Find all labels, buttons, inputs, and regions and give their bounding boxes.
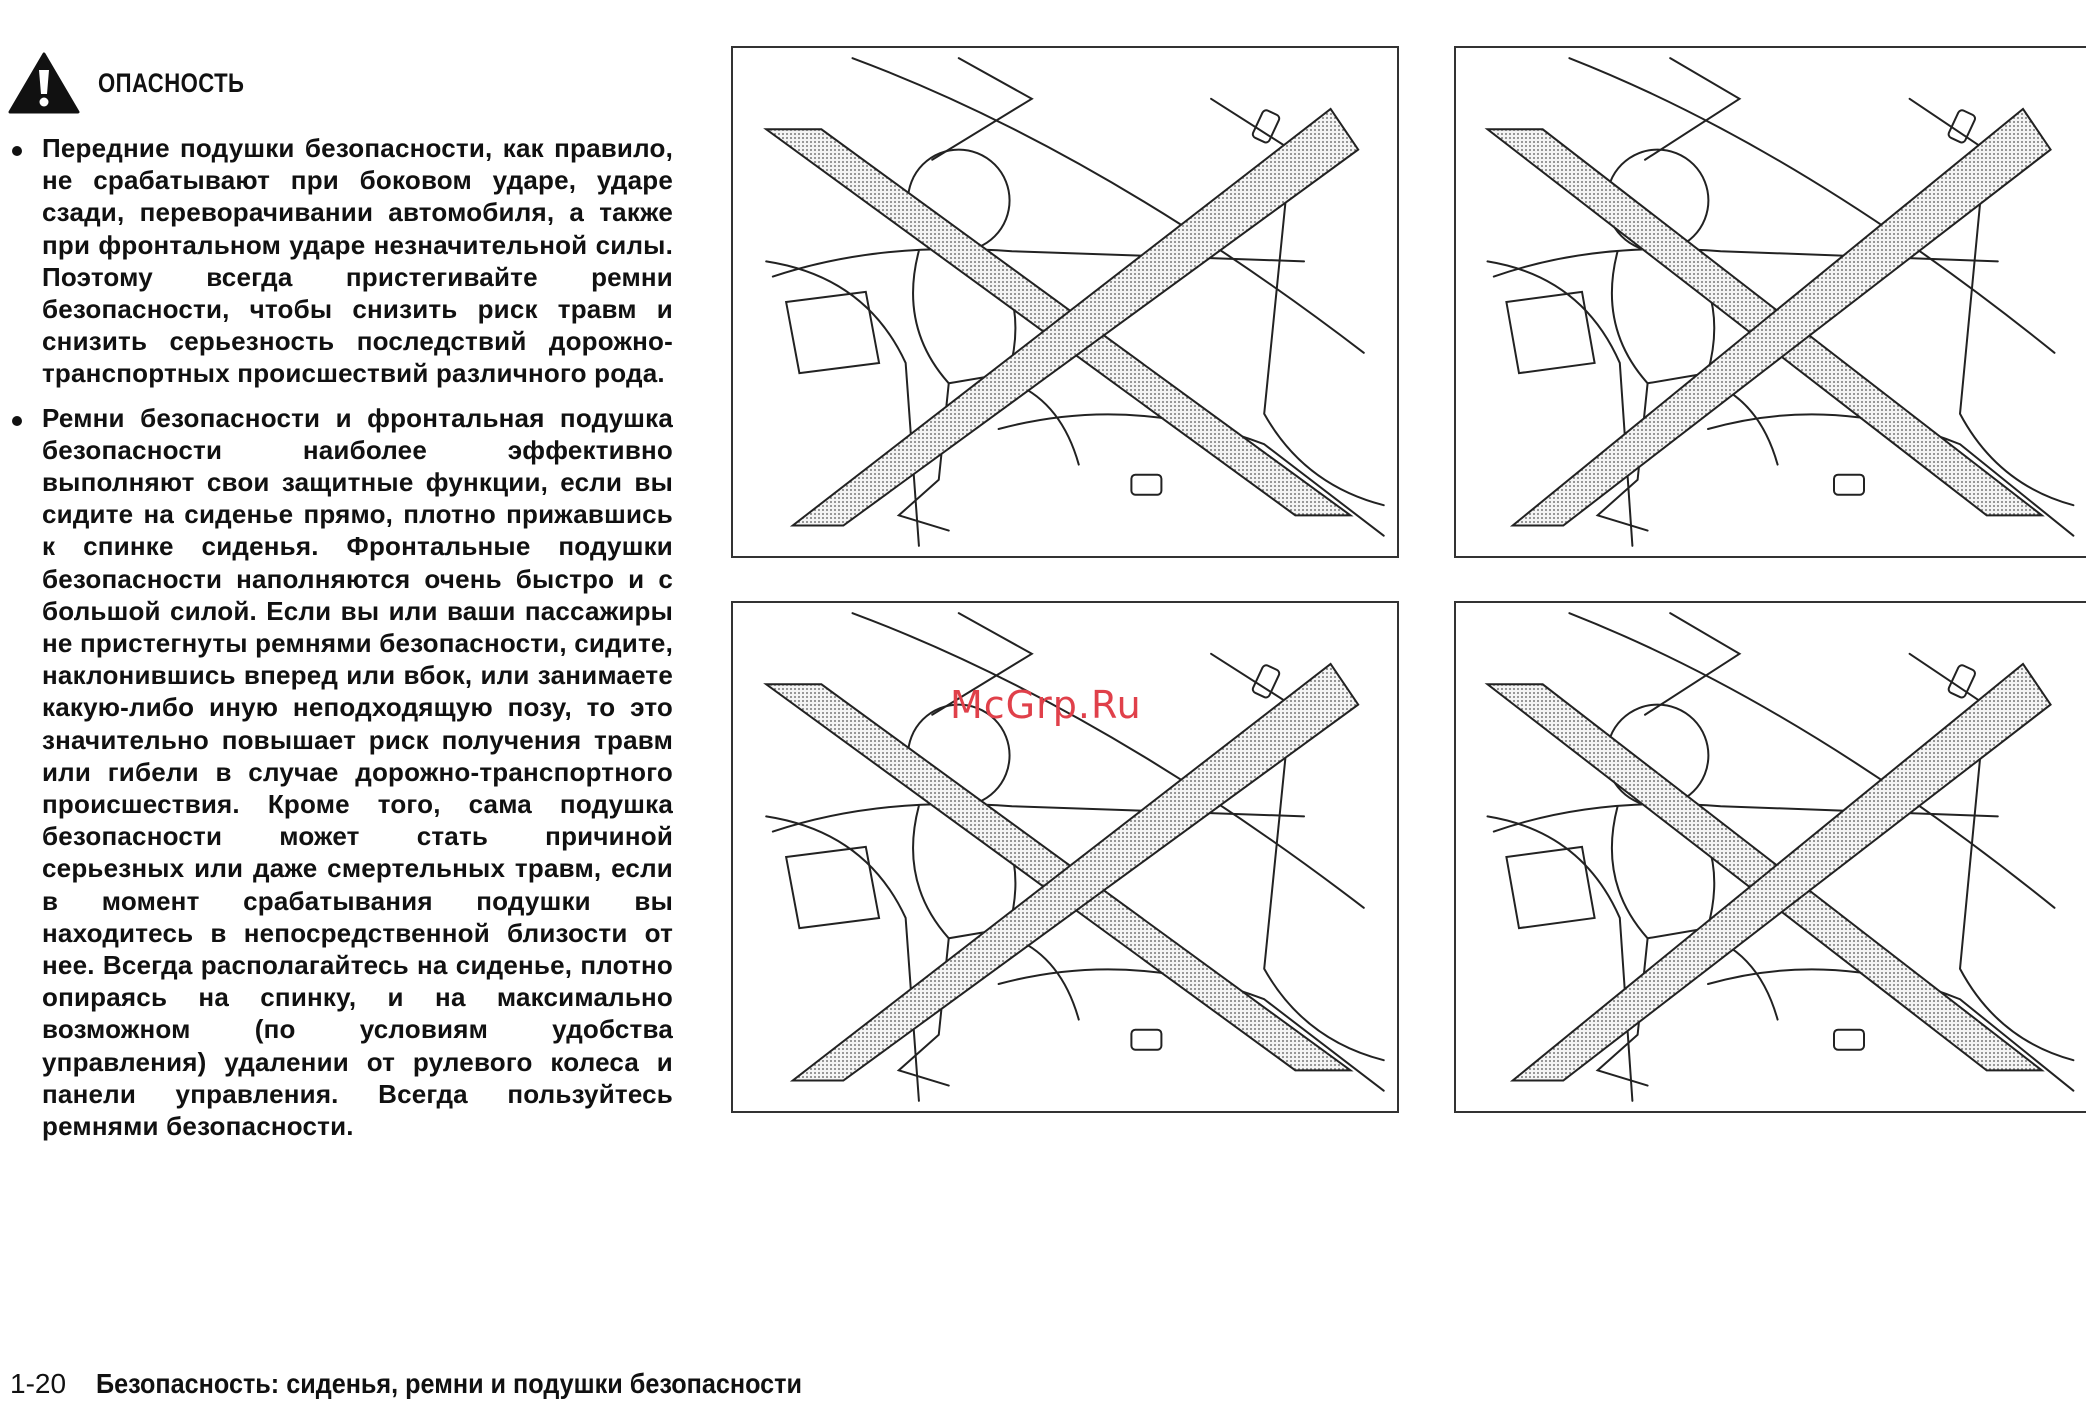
warning-bullet-list xyxy=(8,132,673,1154)
figure-incorrect-posture-1 xyxy=(731,46,1399,558)
warning-triangle-icon xyxy=(8,52,80,114)
illustration-child-on-dashboard xyxy=(733,48,1397,556)
figure-incorrect-posture-4 xyxy=(1454,601,2086,1113)
bullet-text: Передние подушки безопасности, как правило, не срабатывают при боковом ударе, ударе сзади, переворачивании автомобиля, а также при фронтальном ударе незначительной силы. Поэтому всегда пристегивайте ремни безопасности, чтобы снизить риск травм и снизить серьезность последствий дорожно-транспортных происшествий различного рода. xyxy=(42,133,673,389)
page-footer xyxy=(10,1368,881,1400)
bullet-text: Ремни безопасности и фронтальная подушка безопасности наиболее эффективно выполняют свои защитные функции, если вы сидите на сиденье прямо, плотно прижавшись к спинке сиденья. Фронтальные подушки безопасности наполняются очень быстро и с большой силой. Если вы или ваши пассажиры не пристегнуты ремнями безопасности, сидите, наклонившись вперед или вбок, или занимаете какую-либо иную неподходящую позу, то это значительно повышает риск получения травм или гибели в случае дорожно-транспортного происшествия. Кроме того, сама подушка безопасности может стать причиной серьезных или даже смертельных травм, если в момент срабатывания подушки вы находитесь в непосредственной близости от нее. Всегда располагайтесь на сиденье, плотно опираясь на спинку, и на максимально возможном (по условиям удобства управления) удалении от рулевого колеса и панели управления. Всегда пользуйтесь ремнями безопасности. xyxy=(42,402,673,1142)
page-number: 1-20 xyxy=(10,1368,67,1399)
list-item xyxy=(8,132,673,390)
illustration-child-standing xyxy=(1456,48,2086,556)
section-title: Безопасность: сиденья, ремни и подушки безопасности xyxy=(96,1368,803,1399)
figure-incorrect-posture-2 xyxy=(1454,46,2086,558)
illustration-child-reaching xyxy=(1456,603,2086,1111)
bullet-dot xyxy=(12,416,22,426)
figure-incorrect-posture-3 xyxy=(731,601,1399,1113)
warning-title: ОПАСНОСТЬ xyxy=(98,67,245,98)
list-item xyxy=(8,402,673,1143)
watermark-text: McGrp.Ru xyxy=(950,683,1142,727)
illustration-child-kneeling xyxy=(733,603,1397,1111)
bullet-dot xyxy=(12,146,22,156)
warning-header xyxy=(8,52,276,114)
